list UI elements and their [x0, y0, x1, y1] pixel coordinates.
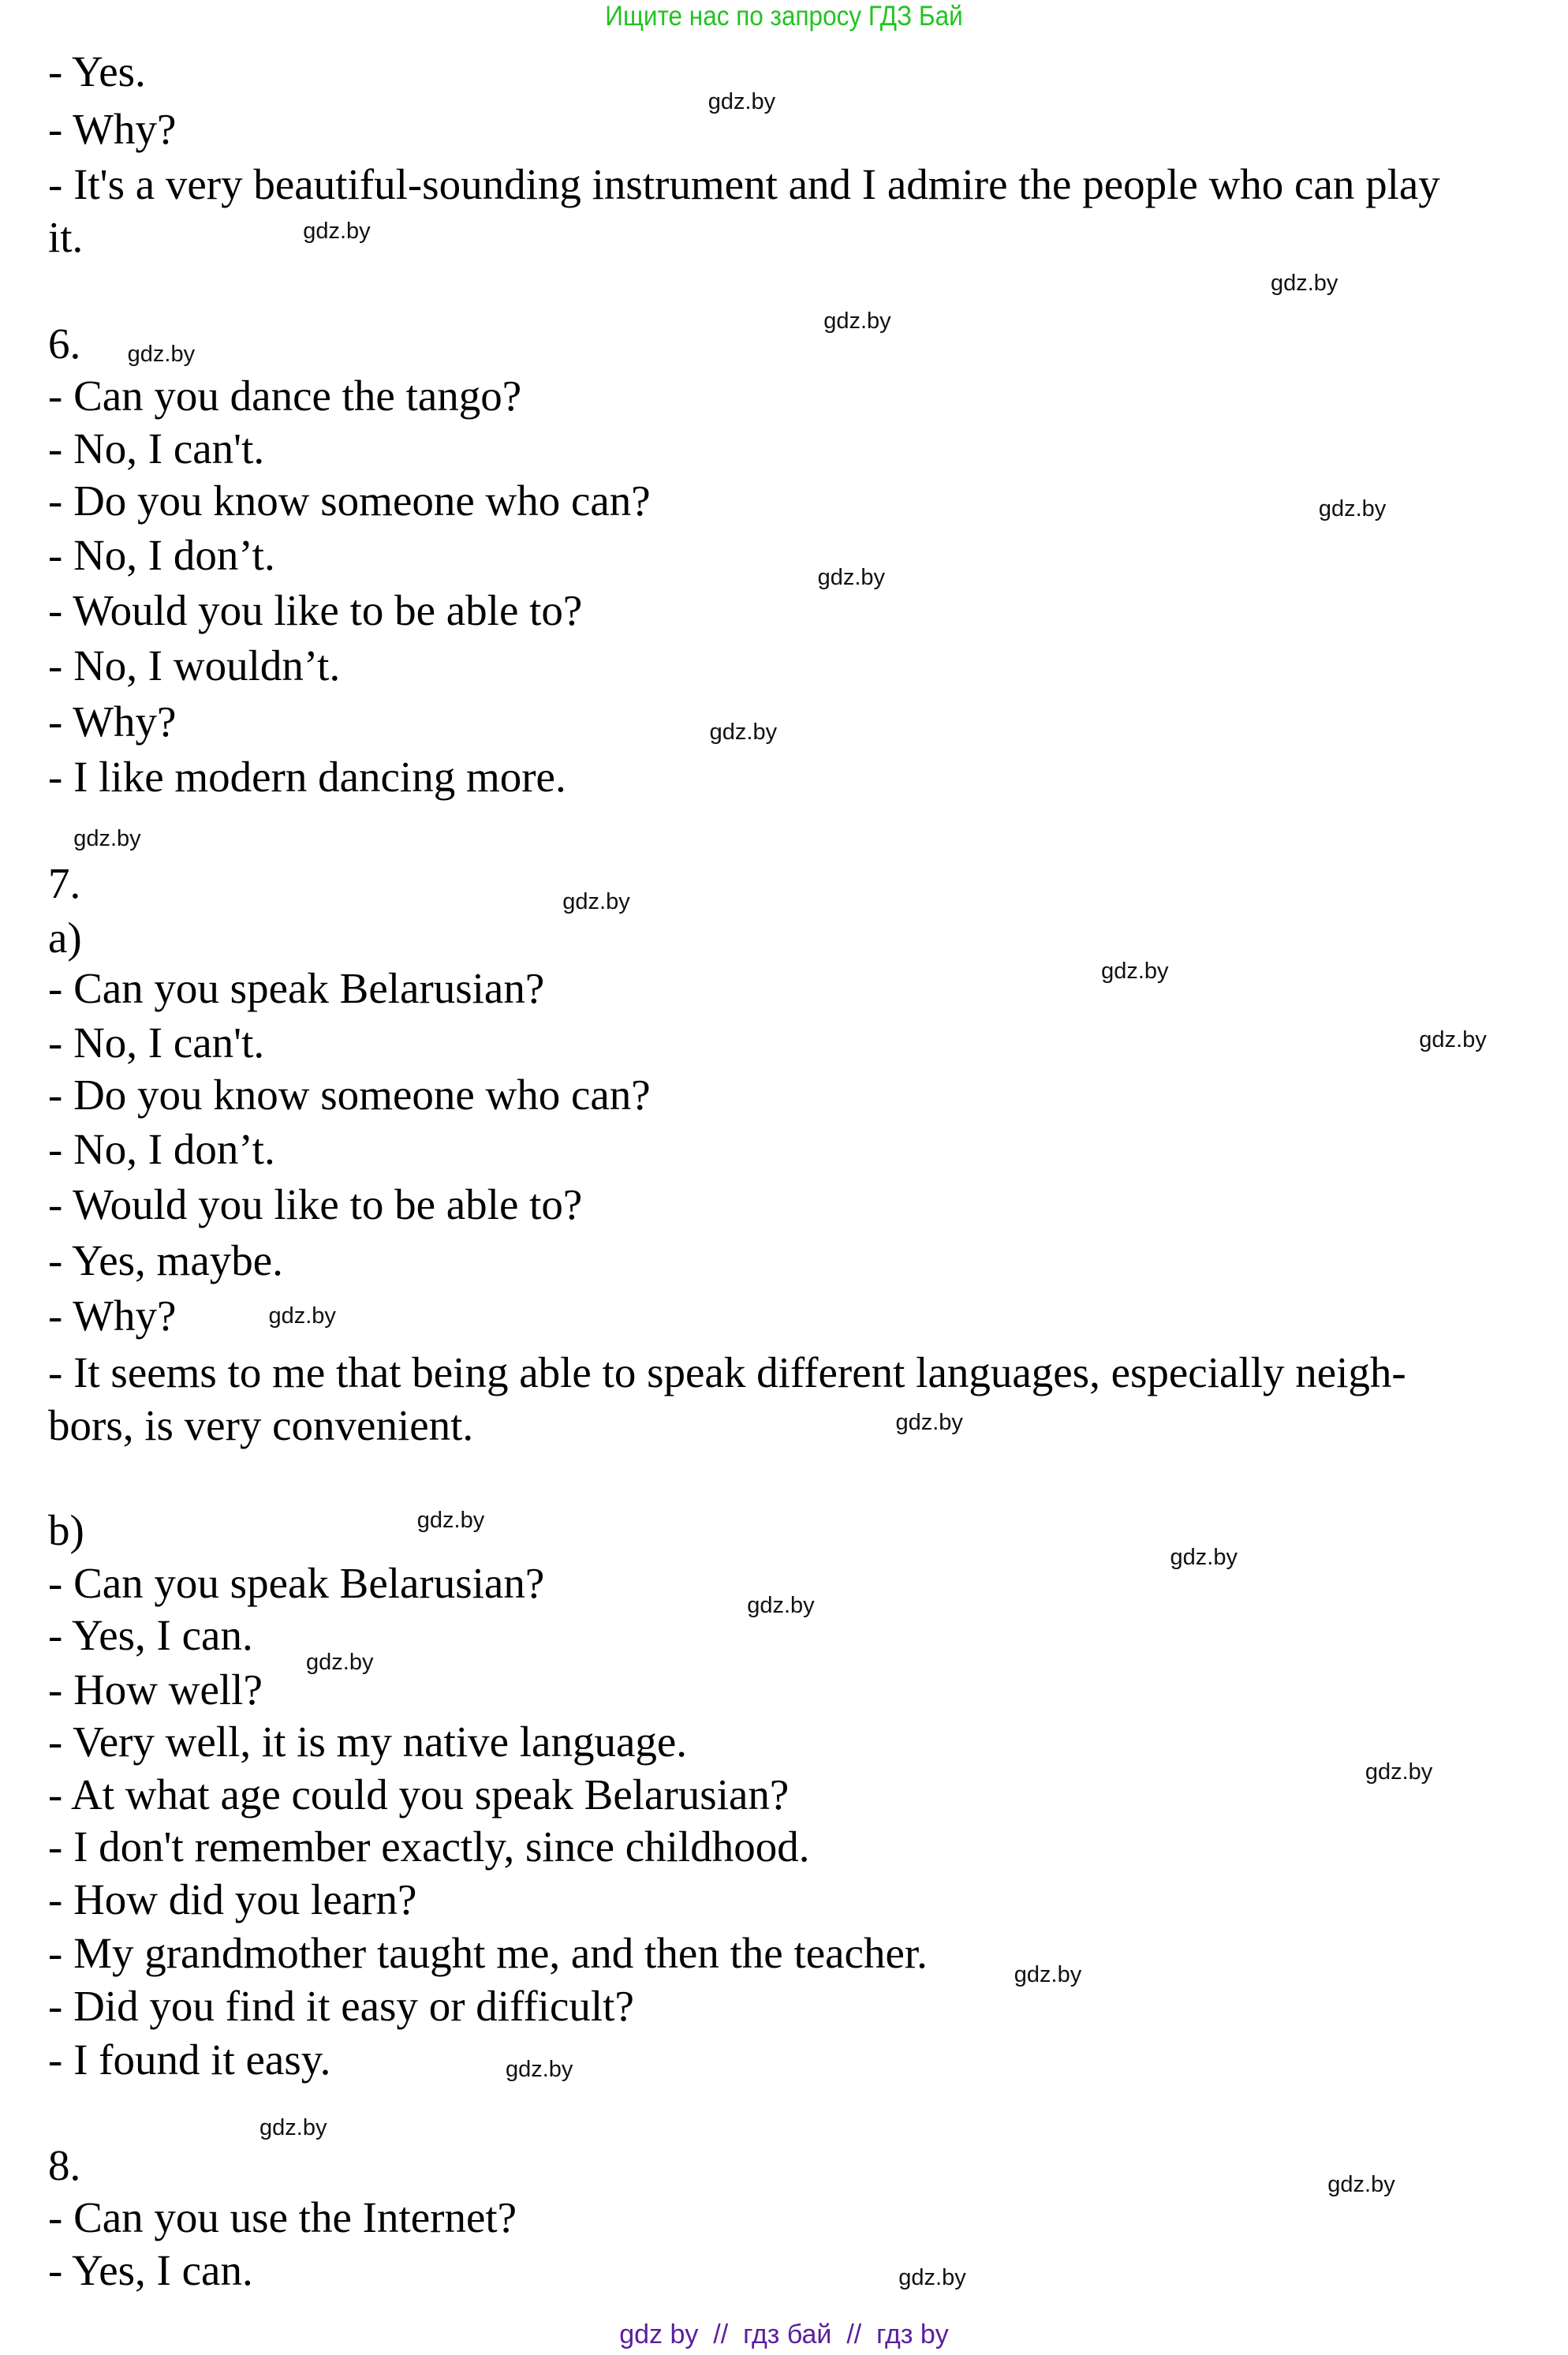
watermark-text: gdz.by [1170, 1545, 1238, 1571]
watermark-text: gdz.by [1101, 958, 1169, 984]
watermark-text: gdz.by [1365, 1759, 1433, 1785]
section-heading: b) [48, 1506, 84, 1555]
section-heading: 6. [48, 319, 81, 368]
dialogue-line: - I don't remember exactly, since childhood. [48, 1822, 810, 1871]
watermark-text: gdz.by [306, 1650, 374, 1676]
dialogue-line: - Can you dance the tango? [48, 372, 522, 421]
watermark-text: gdz.by [303, 218, 371, 244]
watermark-text: gdz.by [747, 1593, 815, 1619]
dialogue-line: - Can you speak Belarusian? [48, 1558, 545, 1607]
dialogue-line: - Why? [48, 697, 177, 746]
section-heading: a) [48, 913, 82, 962]
dialogue-line: - Do you know someone who can? [48, 1071, 651, 1120]
watermark-text: gdz.by [1327, 2172, 1395, 2198]
dialogue-line: - No, I wouldn’t. [48, 641, 341, 690]
dialogue-line: - Why? [48, 104, 177, 153]
dialogue-line: - At what age could you speak Belarusian? [48, 1770, 790, 1819]
dialogue-line: - Yes, maybe. [48, 1235, 283, 1284]
dialogue-line: - How well? [48, 1665, 263, 1714]
dialogue-line: - Do you know someone who can? [48, 477, 651, 525]
dialogue-line: - No, I don’t. [48, 530, 275, 579]
watermark-text: gdz.by [73, 826, 141, 852]
dialogue-line: - How did you learn? [48, 1875, 417, 1923]
dialogue-line: - Yes, I can. [48, 1611, 253, 1660]
search-hint-banner: Ищите нас по запросу ГДЗ Бай [605, 1, 963, 32]
watermark-text: gdz.by [707, 89, 776, 115]
dialogue-line: - It seems to me that being able to speak different languages, especially neigh- [48, 1348, 1406, 1397]
dialogue-line: - My grandmother taught me, and then the teacher. [48, 1929, 928, 1978]
watermark-text: gdz.by [1014, 1962, 1082, 1988]
watermark-text: gdz.by [1419, 1027, 1487, 1053]
dialogue-line: - Can you use the Internet? [48, 2193, 517, 2242]
watermark-text: gdz.by [127, 341, 196, 367]
dialogue-line: - No, I can't. [48, 424, 265, 473]
dialogue-line: - No, I can't. [48, 1018, 265, 1067]
watermark-text: gdz.by [268, 1303, 336, 1329]
section-heading: 7. [48, 859, 81, 908]
dialogue-line: - Very well, it is my native language. [48, 1718, 688, 1766]
dialogue-line: - Did you find it easy or difficult? [48, 1981, 634, 2030]
dialogue-line: - Why? [48, 1292, 177, 1340]
watermark-text: gdz.by [895, 1410, 963, 1436]
dialogue-line: - It's a very beautiful-sounding instrument and I admire the people who can play [48, 159, 1440, 208]
dialogue-line: - Yes, I can. [48, 2245, 253, 2294]
dialogue-line: - I like modern dancing more. [48, 753, 566, 802]
watermark-text: gdz.by [898, 2265, 966, 2291]
watermark-text: gdz.by [259, 2115, 327, 2141]
watermark-text: gdz.by [1318, 495, 1387, 521]
dialogue-line: - Yes. [48, 47, 146, 96]
dialogue-line: - Would you like to be able to? [48, 586, 583, 635]
watermark-text: gdz.by [416, 1507, 485, 1533]
dialogue-line: - Can you speak Belarusian? [48, 964, 545, 1013]
dialogue-line: it. [48, 212, 84, 261]
watermark-text: gdz.by [505, 2056, 573, 2082]
dialogue-line: - Would you like to be able to? [48, 1180, 583, 1229]
watermark-text: gdz.by [709, 720, 778, 746]
watermark-text: gdz.by [817, 565, 886, 591]
watermark-text: gdz.by [562, 889, 630, 915]
watermark-text: gdz.by [1270, 271, 1338, 297]
section-heading: 8. [48, 2140, 81, 2189]
dialogue-line: bors, is very convenient. [48, 1400, 474, 1449]
dialogue-line: - I found it easy. [48, 2035, 331, 2084]
footer-links: gdz by // гдз бай // гдз by [619, 2319, 949, 2349]
watermark-text: gdz.by [823, 308, 891, 335]
dialogue-line: - No, I don’t. [48, 1124, 275, 1173]
